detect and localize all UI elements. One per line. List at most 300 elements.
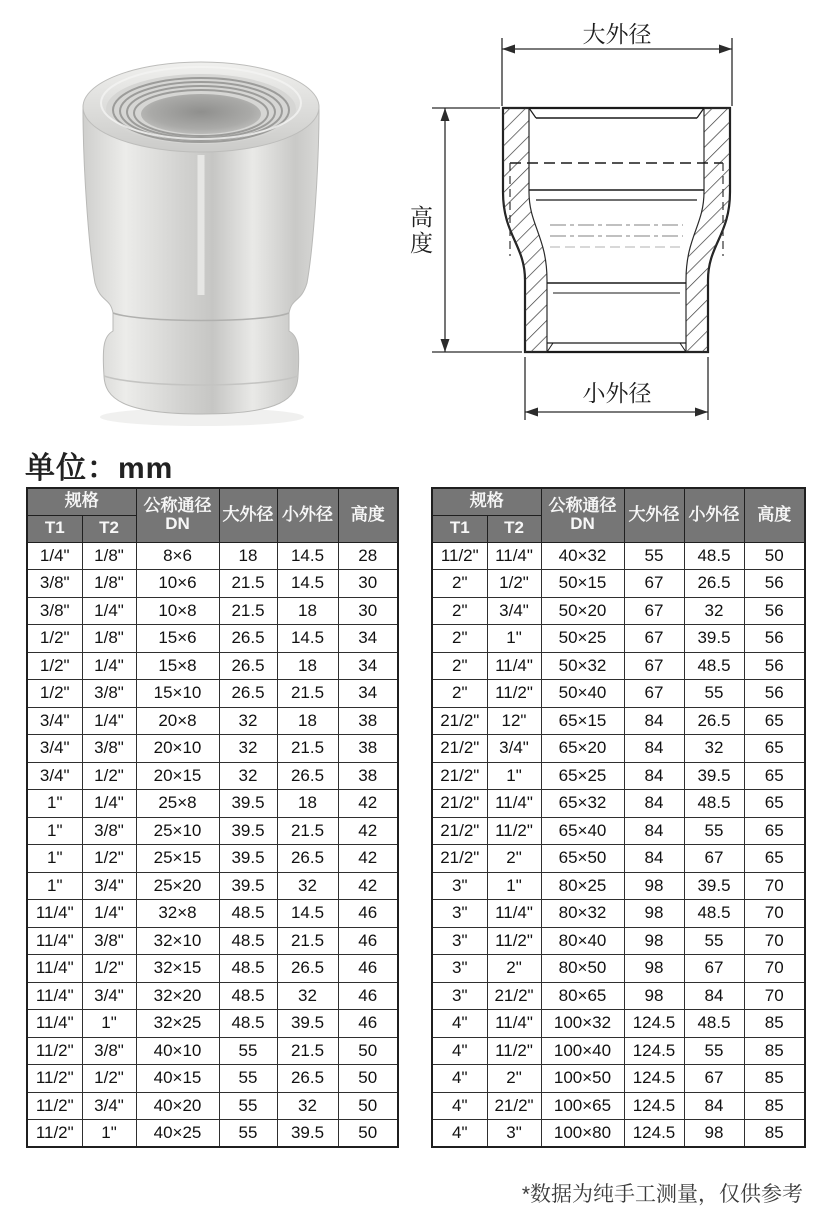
large-od-label: 大外径 (582, 21, 652, 47)
table-cell: 1" (27, 817, 82, 845)
table-cell: 38 (338, 762, 398, 790)
table-cell: 3/8" (82, 817, 136, 845)
table-cell: 50 (338, 1037, 398, 1065)
table-cell: 65 (744, 735, 805, 763)
table-cell: 70 (744, 982, 805, 1010)
table-cell: 84 (624, 762, 684, 790)
table-cell: 12" (487, 707, 541, 735)
table-cell: 2" (487, 1065, 541, 1093)
table-row (27, 1010, 398, 1038)
table-cell: 1/2" (27, 625, 82, 653)
table-row (432, 680, 805, 708)
table-cell: 11/4" (27, 927, 82, 955)
table-cell: 11/4" (487, 652, 541, 680)
table-cell: 48.5 (684, 900, 744, 928)
table-cell: 55 (684, 927, 744, 955)
table-cell: 98 (624, 927, 684, 955)
table-cell: 11/2" (27, 1065, 82, 1093)
table-cell: 1/2" (82, 762, 136, 790)
table-cell: 20×15 (136, 762, 219, 790)
table-cell: 11/2" (27, 1037, 82, 1065)
table-cell: 50 (338, 1120, 398, 1148)
table-cell: 84 (684, 1092, 744, 1120)
table-cell: 84 (624, 817, 684, 845)
arrow-down-icon (441, 339, 450, 352)
header-large-od: 大外径 (624, 488, 684, 542)
table-row (432, 735, 805, 763)
table-cell: 46 (338, 927, 398, 955)
table-cell: 4" (432, 1037, 487, 1065)
table-cell: 1/2" (82, 1065, 136, 1093)
table-cell: 3" (432, 982, 487, 1010)
table-row (432, 1037, 805, 1065)
table-cell: 80×25 (541, 872, 624, 900)
table-cell: 1/4" (82, 707, 136, 735)
table-cell: 21.5 (219, 597, 277, 625)
table-cell: 85 (744, 1065, 805, 1093)
table-cell: 11/4" (487, 542, 541, 570)
table-cell: 39.5 (219, 872, 277, 900)
table-cell: 50 (338, 1092, 398, 1120)
table-cell: 32 (219, 707, 277, 735)
table-cell: 32×20 (136, 982, 219, 1010)
table-cell: 11/2" (487, 1037, 541, 1065)
table-cell: 124.5 (624, 1120, 684, 1148)
table-cell: 48.5 (219, 1010, 277, 1038)
table-row (432, 817, 805, 845)
table-cell: 3/8" (27, 597, 82, 625)
table-cell: 65×40 (541, 817, 624, 845)
table-row (27, 680, 398, 708)
table-row (27, 570, 398, 598)
header-dn: 公称通径 DN (541, 488, 624, 542)
table-row (432, 570, 805, 598)
table-cell: 21.5 (277, 1037, 338, 1065)
table-cell: 65 (744, 817, 805, 845)
table-cell: 2" (487, 955, 541, 983)
table-cell: 55 (219, 1065, 277, 1093)
table-cell: 80×32 (541, 900, 624, 928)
table-cell: 1" (27, 872, 82, 900)
table-cell: 50×40 (541, 680, 624, 708)
table-cell: 15×6 (136, 625, 219, 653)
table-cell: 3/4" (487, 735, 541, 763)
table-cell: 2" (432, 652, 487, 680)
bore-opening (141, 94, 261, 134)
footnote: *数据为纯手工测量，仅供参考 (521, 1183, 803, 1206)
table-cell: 39.5 (219, 790, 277, 818)
table-cell: 14.5 (277, 542, 338, 570)
table-cell: 42 (338, 845, 398, 873)
table-cell: 50×20 (541, 597, 624, 625)
table-cell: 1/2" (487, 570, 541, 598)
table-cell: 70 (744, 872, 805, 900)
table-cell: 11/4" (487, 1010, 541, 1038)
table-cell: 42 (338, 790, 398, 818)
table-cell: 21.5 (219, 570, 277, 598)
table-cell: 11/2" (432, 542, 487, 570)
table-cell: 1" (27, 845, 82, 873)
table-cell: 124.5 (624, 1037, 684, 1065)
table-cell: 1" (82, 1010, 136, 1038)
table-cell: 25×10 (136, 817, 219, 845)
table-cell: 11/2" (27, 1120, 82, 1148)
table-cell: 55 (624, 542, 684, 570)
table-cell: 32×8 (136, 900, 219, 928)
table-cell: 32×25 (136, 1010, 219, 1038)
table-cell: 11/2" (487, 680, 541, 708)
table-row (432, 982, 805, 1010)
table-cell: 46 (338, 955, 398, 983)
table-row (27, 1065, 398, 1093)
table-cell: 124.5 (624, 1010, 684, 1038)
table-row (27, 597, 398, 625)
table-cell: 11/4" (487, 900, 541, 928)
table-cell: 11/4" (27, 1010, 82, 1038)
table-row (27, 707, 398, 735)
table-cell: 10×6 (136, 570, 219, 598)
table-cell: 18 (277, 790, 338, 818)
table-row (432, 872, 805, 900)
table-cell: 18 (277, 652, 338, 680)
table-cell: 100×50 (541, 1065, 624, 1093)
table-cell: 32 (219, 735, 277, 763)
table-cell: 14.5 (277, 625, 338, 653)
table-row (432, 955, 805, 983)
table-cell: 32 (277, 982, 338, 1010)
table-cell: 50×32 (541, 652, 624, 680)
table-cell: 67 (624, 597, 684, 625)
header-dn: 公称通径 DN (136, 488, 219, 542)
table-cell: 21/2" (432, 762, 487, 790)
table-row (27, 955, 398, 983)
table-cell: 32 (219, 762, 277, 790)
table-cell: 50 (744, 542, 805, 570)
table-cell: 3/4" (82, 982, 136, 1010)
table-cell: 80×40 (541, 927, 624, 955)
table-row (432, 707, 805, 735)
table-cell: 55 (219, 1120, 277, 1148)
table-cell: 26.5 (684, 707, 744, 735)
table-cell: 1/4" (82, 597, 136, 625)
table-cell: 21.5 (277, 817, 338, 845)
table-cell: 4" (432, 1092, 487, 1120)
table-cell: 25×15 (136, 845, 219, 873)
table-cell: 55 (684, 680, 744, 708)
table-cell: 1" (27, 790, 82, 818)
table-cell: 30 (338, 570, 398, 598)
table-cell: 26.5 (277, 762, 338, 790)
table-cell: 34 (338, 680, 398, 708)
table-cell: 85 (744, 1120, 805, 1148)
table-cell: 25×20 (136, 872, 219, 900)
table-cell: 65×25 (541, 762, 624, 790)
table-row (27, 982, 398, 1010)
header-t2: T2 (82, 515, 136, 542)
table-row (27, 1120, 398, 1148)
table-cell: 20×8 (136, 707, 219, 735)
table-cell: 21.5 (277, 735, 338, 763)
table-cell: 46 (338, 900, 398, 928)
table-cell: 32 (684, 597, 744, 625)
arrow-left-icon (502, 45, 515, 54)
table-cell: 56 (744, 625, 805, 653)
table-cell: 1/2" (82, 845, 136, 873)
table-cell: 3" (432, 927, 487, 955)
table-cell: 20×10 (136, 735, 219, 763)
table-cell: 48.5 (684, 790, 744, 818)
table-cell: 39.5 (277, 1120, 338, 1148)
table-cell: 56 (744, 652, 805, 680)
table-cell: 21.5 (277, 927, 338, 955)
table-row (27, 1092, 398, 1120)
table-cell: 50 (338, 1065, 398, 1093)
table-row (27, 900, 398, 928)
table-cell: 1" (487, 872, 541, 900)
table-cell: 48.5 (684, 652, 744, 680)
table-cell: 70 (744, 900, 805, 928)
table-cell: 3/8" (82, 1037, 136, 1065)
table-cell: 40×25 (136, 1120, 219, 1148)
table-cell: 65×50 (541, 845, 624, 873)
table-cell: 25×8 (136, 790, 219, 818)
table-row (27, 790, 398, 818)
table-cell: 124.5 (624, 1092, 684, 1120)
table-cell: 3" (432, 900, 487, 928)
table-cell: 65×32 (541, 790, 624, 818)
table-row (27, 735, 398, 763)
table-row (432, 625, 805, 653)
table-cell: 39.5 (684, 872, 744, 900)
table-cell: 11/4" (487, 790, 541, 818)
table-cell: 1/2" (27, 652, 82, 680)
table-cell: 39.5 (219, 817, 277, 845)
table-cell: 85 (744, 1037, 805, 1065)
table-cell: 65×15 (541, 707, 624, 735)
table-cell: 3/8" (82, 735, 136, 763)
table-cell: 67 (684, 845, 744, 873)
table-cell: 15×8 (136, 652, 219, 680)
table-cell: 84 (624, 707, 684, 735)
table-cell: 1/8" (82, 542, 136, 570)
table-cell: 1" (487, 762, 541, 790)
table-cell: 56 (744, 570, 805, 598)
table-cell: 39.5 (277, 1010, 338, 1038)
table-cell: 2" (432, 570, 487, 598)
table-cell: 40×32 (541, 542, 624, 570)
table-cell: 3/8" (82, 680, 136, 708)
table-cell: 15×10 (136, 680, 219, 708)
header-height: 高度 (744, 488, 805, 542)
table-cell: 11/4" (27, 982, 82, 1010)
table-cell: 3" (487, 1120, 541, 1148)
table-row (432, 900, 805, 928)
table-cell: 21/2" (432, 707, 487, 735)
arrow-right-icon (695, 408, 708, 417)
header-spec-group: 规格 (432, 488, 541, 515)
table-cell: 55 (219, 1037, 277, 1065)
table-cell: 48.5 (684, 1010, 744, 1038)
table-cell: 4" (432, 1120, 487, 1148)
table-cell: 34 (338, 625, 398, 653)
table-cell: 21/2" (487, 1092, 541, 1120)
table-cell: 1" (487, 625, 541, 653)
table-row (27, 927, 398, 955)
table-cell: 1" (82, 1120, 136, 1148)
header-large-od: 大外径 (219, 488, 277, 542)
table-cell: 56 (744, 597, 805, 625)
table-cell: 48.5 (219, 982, 277, 1010)
table-cell: 4" (432, 1010, 487, 1038)
table-cell: 11/2" (27, 1092, 82, 1120)
table-cell: 85 (744, 1092, 805, 1120)
table-row (432, 1120, 805, 1148)
table-cell: 38 (338, 707, 398, 735)
table-row (432, 1065, 805, 1093)
table-row (27, 762, 398, 790)
table-cell: 30 (338, 597, 398, 625)
table-cell: 85 (744, 1010, 805, 1038)
table-cell: 1/2" (82, 955, 136, 983)
table-cell: 70 (744, 955, 805, 983)
table-cell: 32×10 (136, 927, 219, 955)
table-cell: 3/4" (27, 762, 82, 790)
table-cell: 8×6 (136, 542, 219, 570)
table-cell: 48.5 (219, 955, 277, 983)
table-cell: 1/4" (82, 900, 136, 928)
table-cell: 39.5 (684, 762, 744, 790)
table-cell: 67 (624, 680, 684, 708)
table-cell: 21/2" (432, 845, 487, 873)
table-cell: 14.5 (277, 570, 338, 598)
table-cell: 11/2" (487, 927, 541, 955)
arrow-right-icon (719, 45, 732, 54)
table-row (432, 762, 805, 790)
table-cell: 65 (744, 762, 805, 790)
table-row (27, 542, 398, 570)
spec-table-left (26, 487, 399, 1148)
table-cell: 70 (744, 927, 805, 955)
table-cell: 21/2" (432, 735, 487, 763)
table-row (432, 927, 805, 955)
table-cell: 1/8" (82, 625, 136, 653)
header-small-od: 小外径 (277, 488, 338, 542)
table-cell: 3/4" (82, 1092, 136, 1120)
table-cell: 56 (744, 680, 805, 708)
table-cell: 26.5 (219, 652, 277, 680)
table-cell: 48.5 (219, 927, 277, 955)
table-cell: 18 (277, 707, 338, 735)
table-cell: 42 (338, 872, 398, 900)
table-cell: 3/8" (27, 570, 82, 598)
table-cell: 11/2" (487, 817, 541, 845)
table-row (27, 652, 398, 680)
table-row (432, 542, 805, 570)
table-cell: 40×15 (136, 1065, 219, 1093)
table-cell: 32×15 (136, 955, 219, 983)
header-t1: T1 (27, 515, 82, 542)
table-row (27, 817, 398, 845)
table-cell: 1/4" (82, 790, 136, 818)
table-row (27, 845, 398, 873)
table-cell: 80×65 (541, 982, 624, 1010)
table-cell: 42 (338, 817, 398, 845)
table-cell: 98 (624, 900, 684, 928)
table-cell: 39.5 (684, 625, 744, 653)
arrow-left-icon (525, 408, 538, 417)
table-row (432, 790, 805, 818)
table-cell: 14.5 (277, 900, 338, 928)
table-cell: 3/4" (487, 597, 541, 625)
table-cell: 26.5 (219, 625, 277, 653)
table-cell: 124.5 (624, 1065, 684, 1093)
table-cell: 28 (338, 542, 398, 570)
dimension-diagram (400, 0, 810, 436)
table-cell: 2" (487, 845, 541, 873)
table-cell: 3" (432, 955, 487, 983)
header-height: 高度 (338, 488, 398, 542)
table-cell: 21/2" (432, 817, 487, 845)
height-label: 高度 (407, 205, 433, 257)
table-cell: 80×50 (541, 955, 624, 983)
table-row (27, 625, 398, 653)
table-cell: 84 (624, 735, 684, 763)
small-od-label: 小外径 (582, 380, 652, 406)
table-cell: 50×25 (541, 625, 624, 653)
table-cell: 26.5 (219, 680, 277, 708)
table-cell: 21.5 (277, 680, 338, 708)
table-cell: 100×65 (541, 1092, 624, 1120)
table-cell: 3/4" (82, 872, 136, 900)
table-cell: 100×32 (541, 1010, 624, 1038)
table-cell: 67 (624, 570, 684, 598)
table-cell: 3/8" (82, 927, 136, 955)
table-cell: 65 (744, 845, 805, 873)
table-cell: 1/4" (27, 542, 82, 570)
table-cell: 55 (684, 1037, 744, 1065)
table-cell: 2" (432, 625, 487, 653)
table-cell: 100×40 (541, 1037, 624, 1065)
spec-table-right (431, 487, 806, 1148)
table-cell: 55 (219, 1092, 277, 1120)
table-cell: 26.5 (277, 1065, 338, 1093)
table-cell: 2" (432, 597, 487, 625)
table-cell: 39.5 (219, 845, 277, 873)
table-row (432, 845, 805, 873)
table-cell: 46 (338, 982, 398, 1010)
table-row (432, 1010, 805, 1038)
large-od-dimension (502, 38, 732, 106)
table-cell: 1/4" (82, 652, 136, 680)
table-cell: 18 (277, 597, 338, 625)
table-row (432, 597, 805, 625)
table-cell: 67 (684, 1065, 744, 1093)
table-cell: 34 (338, 652, 398, 680)
table-cell: 1/8" (82, 570, 136, 598)
table-cell: 65 (744, 790, 805, 818)
header-t2: T2 (487, 515, 541, 542)
table-cell: 32 (684, 735, 744, 763)
table-cell: 32 (277, 872, 338, 900)
table-cell: 38 (338, 735, 398, 763)
table-cell: 11/4" (27, 900, 82, 928)
table-cell: 4" (432, 1065, 487, 1093)
table-row (432, 652, 805, 680)
table-cell: 3" (432, 872, 487, 900)
fitting-cross-section (503, 108, 730, 352)
table-cell: 40×10 (136, 1037, 219, 1065)
table-cell: 98 (684, 1120, 744, 1148)
